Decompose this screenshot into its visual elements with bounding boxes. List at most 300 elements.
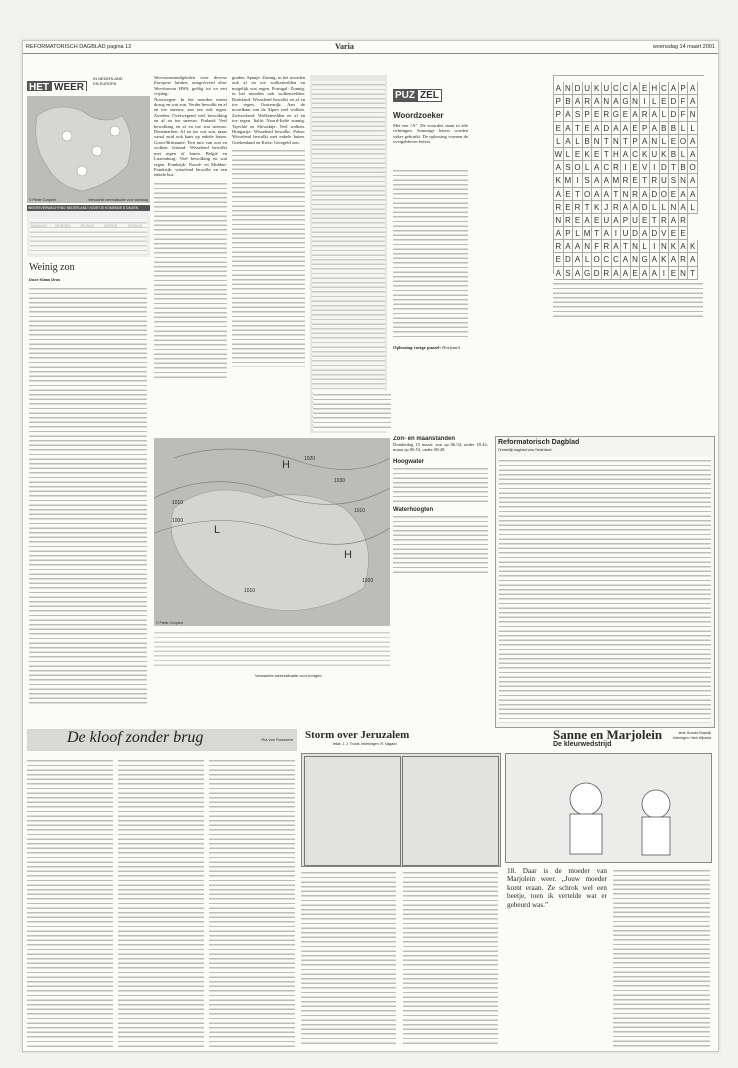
puzzle-cell: N <box>688 108 698 121</box>
story1-col3 <box>209 757 295 1047</box>
puzzle-cell: A <box>554 161 564 174</box>
puzzle-cell: L <box>554 135 564 148</box>
zon-maan-section <box>393 436 488 726</box>
story2-comic <box>301 753 501 867</box>
puzzle-cell: R <box>631 188 641 201</box>
puzzle-cell: A <box>688 188 698 201</box>
puzzle-cell: P <box>554 95 564 108</box>
puzzle-cell: A <box>650 253 660 266</box>
puzzle-cell: A <box>564 108 574 121</box>
puzzle-cell: R <box>554 240 564 253</box>
weather-countries-a: Noorwegen: In het noorden meest droog en wat zon. Verder bewolkt en af en toe sneeuw, aan zee ook regen. Zweden: Overwegend veel bewolking en af en toe sneeuw. Finland: Veel bewolking en af en toe wat sneeuw. Denemarken: Af en toe wat zon, maar vanaf zuid ook kans op enkele buien. Groot-Brittannië: Een mix van zon en wolken. Ierland: Wisselend bewolkt met regen of buien. België en Luxemburg: Veel bewolking en wat regen. Frankrijk: Noord- en Midden-Frankrijk: wisselend bewolkt en een enkele bui. <box>154 96 227 178</box>
puzzle-cell: R <box>612 161 622 174</box>
puzzle-cell: G <box>621 95 631 108</box>
puzzle-cell: S <box>573 108 583 121</box>
puzzle-row <box>554 261 704 278</box>
puzzle-cell: A <box>650 267 660 280</box>
puzzle-cell: E <box>573 148 583 161</box>
puzzle-cell: P <box>564 227 574 240</box>
puzzle-cell: G <box>612 108 622 121</box>
puzzle-cell: A <box>592 161 602 174</box>
puzzle-cell: P <box>583 108 593 121</box>
puzzle-logo <box>393 83 442 102</box>
pressure-label: 1030 <box>334 478 346 484</box>
story1-header <box>27 729 297 751</box>
puzzle-cell: H <box>612 148 622 161</box>
story3-title-a: Sanne en Marjolein <box>553 729 663 742</box>
weather-logo-sub-2: EN EUROPA <box>93 81 117 86</box>
puzzle-cell: A <box>688 95 698 108</box>
puzzle-cell: J <box>602 201 612 214</box>
puzzle-cell: N <box>679 174 689 187</box>
puzzle-row <box>554 168 704 186</box>
puzzle-cell: L <box>660 201 670 214</box>
colofon-title: Reformatorisch Dagblad <box>498 439 580 446</box>
puzzle-cell: D <box>669 108 679 121</box>
puzzle-cell: N <box>592 135 602 148</box>
puzzle-cell: K <box>660 253 670 266</box>
puzzle-cell: E <box>660 95 670 108</box>
puzzle-cell: A <box>640 227 650 240</box>
puzzle-cell: L <box>688 201 698 214</box>
colofon-box <box>495 436 715 728</box>
weather-column-text <box>29 285 147 705</box>
puzzle-cell: K <box>640 148 650 161</box>
story1-col2 <box>118 757 204 1047</box>
puzzle-cell: I <box>640 95 650 108</box>
puzzle-cell: A <box>669 214 679 227</box>
puzzle-cell: K <box>669 240 679 253</box>
puzzle-cell: U <box>602 214 612 227</box>
puzzle-section <box>393 75 713 415</box>
puzzle-cell: R <box>660 214 670 227</box>
puzzle-cell: R <box>679 214 689 227</box>
svg-text:H: H <box>344 549 352 561</box>
puzzle-cell: A <box>679 240 689 253</box>
puzzle-cell: M <box>564 174 574 187</box>
weather-europe-text-2 <box>232 75 305 435</box>
five-day-forecast <box>27 205 150 257</box>
puzzle-cell: D <box>573 82 583 95</box>
puzzle-cell: A <box>669 253 679 266</box>
puzzle-cell: S <box>583 174 593 187</box>
puzzle-cell: N <box>554 214 564 227</box>
puzzle-cell: W <box>554 148 564 161</box>
puzzle-cell: N <box>660 240 670 253</box>
puzzle-cell: E <box>621 108 631 121</box>
puzzle-cell: A <box>621 253 631 266</box>
puzzle-cell: N <box>583 240 593 253</box>
puzzle-cell: A <box>602 174 612 187</box>
puzzle-cell: P <box>554 108 564 121</box>
story2-col2 <box>403 869 498 1047</box>
puzzle-cell: P <box>640 122 650 135</box>
puzzle-cell: L <box>660 108 670 121</box>
oplossing-label: Oplossing vorige puzzel: <box>393 345 441 350</box>
weather-column-byline: Door Klaas Dros <box>29 277 61 282</box>
puzzle-cell: L <box>583 161 593 174</box>
puzzle-cell: A <box>564 135 574 148</box>
story2-title: Storm over Jeruzalem <box>305 729 410 741</box>
puzzle-row <box>554 76 704 93</box>
puzzle-row <box>554 142 704 159</box>
puzzle-cell: S <box>564 267 574 280</box>
puzzle-cell: A <box>602 227 612 240</box>
europe-temperature-table <box>310 75 387 433</box>
story3-drawing <box>506 754 711 862</box>
puzzle-logo-b: ZEL <box>417 89 442 102</box>
puzzle-cell: A <box>650 108 660 121</box>
puzzle-cell: A <box>612 267 622 280</box>
map2-credit: © Pieter Coxyard <box>156 621 183 625</box>
puzzle-cell: I <box>650 161 660 174</box>
puzzle-cell: O <box>660 188 670 201</box>
story3-title-b: De kleurwedstrijd <box>553 741 612 748</box>
puzzle-logo-a: PUZ <box>395 90 415 101</box>
puzzle-cell: U <box>660 174 670 187</box>
story2-col1 <box>301 869 396 1047</box>
puzzle-cell: R <box>554 201 564 214</box>
story2-header <box>301 729 501 751</box>
puzzle-cell: E <box>564 201 574 214</box>
puzzle-cell: C <box>631 148 641 161</box>
svg-text:L: L <box>214 524 221 536</box>
puzzle-cell: U <box>631 214 641 227</box>
weather-logo-het: HET <box>27 81 51 91</box>
puzzle-cell: N <box>650 135 660 148</box>
puzzle-cell: L <box>640 240 650 253</box>
newspaper-page <box>22 40 719 1052</box>
section-title: Varia <box>335 42 354 51</box>
waterhoogten-title: Waterhoogten <box>393 506 434 513</box>
puzzle-cell: T <box>592 227 602 240</box>
puzzle-cell: E <box>640 82 650 95</box>
puzzle-cell: L <box>573 135 583 148</box>
puzzle-cell: O <box>573 161 583 174</box>
puzzle-cell: N <box>631 253 641 266</box>
puzzle-cell: I <box>660 267 670 280</box>
puzzle-cell: R <box>679 253 689 266</box>
puzzle-cell: R <box>583 95 593 108</box>
pressure-map-svg <box>154 438 390 626</box>
puzzle-cell: F <box>679 108 689 121</box>
puzzle-cell: E <box>669 135 679 148</box>
puzzle-cell: B <box>669 122 679 135</box>
weather-logo <box>27 75 149 91</box>
puzzle-cell: N <box>564 82 574 95</box>
forecast-title: WEERSVERWACHTING NEDERLAND VOOR DE KOMENDE 5 DAGEN <box>27 205 150 211</box>
puzzle-cell: E <box>669 227 679 240</box>
puzzle-cell: R <box>640 108 650 121</box>
puzzle-cell: O <box>592 253 602 266</box>
puzzle-cell: A <box>573 267 583 280</box>
puzzle-cell: E <box>592 108 602 121</box>
weather-europe-text-1 <box>154 75 227 435</box>
puzzle-cell: A <box>640 267 650 280</box>
puzzle-cell: E <box>631 174 641 187</box>
puzzle-cell: B <box>679 161 689 174</box>
puzzle-cell: I <box>612 227 622 240</box>
map-legend <box>154 629 390 669</box>
puzzle-cell: E <box>554 253 564 266</box>
page-date: woensdag 14 maart 2001 <box>652 44 715 50</box>
puzzle-cell: A <box>688 253 698 266</box>
woordzoeker-title: Woordzoeker <box>393 111 444 120</box>
puzzle-row <box>554 89 704 107</box>
puzzle-cell: O <box>679 135 689 148</box>
puzzle-cell: A <box>688 82 698 95</box>
puzzle-cell: R <box>612 201 622 214</box>
map2-caption: Verwachte weerssituatie voor morgen <box>255 673 322 678</box>
puzzle-cell: L <box>679 122 689 135</box>
pressure-label: 1020 <box>304 456 316 462</box>
puzzle-cell: K <box>660 148 670 161</box>
story3-credit-2: tekeningen: Henk Wijnsma <box>673 736 711 740</box>
weather-map-credit: © Pieter Coxyard <box>29 198 56 202</box>
puzzle-cell: D <box>602 122 612 135</box>
puzzle-cell: D <box>650 227 660 240</box>
weather-wrap-text <box>313 391 391 431</box>
puzzle-cell: A <box>631 82 641 95</box>
puzzle-cell: N <box>669 201 679 214</box>
puzzle-cell: E <box>679 227 689 240</box>
puzzle-row <box>554 116 704 133</box>
puzzle-cell: A <box>621 148 631 161</box>
pressure-label: 1010 <box>354 508 366 514</box>
puzzle-row <box>554 155 704 173</box>
hoogwater-title: Hoogwater <box>393 458 425 465</box>
puzzle-cell: T <box>602 135 612 148</box>
puzzle-cell: T <box>573 122 583 135</box>
zon-maan-title: Zon- en maanstanden <box>393 436 456 442</box>
puzzle-cell: E <box>631 267 641 280</box>
puzzle-cell: K <box>592 201 602 214</box>
puzzle-cell: E <box>640 214 650 227</box>
puzzle-cell: N <box>621 188 631 201</box>
puzzle-cell: A <box>554 82 564 95</box>
puzzle-cell: U <box>621 227 631 240</box>
puzzle-cell: T <box>612 188 622 201</box>
puzzle-row <box>554 182 704 199</box>
puzzle-cell: H <box>650 82 660 95</box>
weather-opening: Weersomstandigheden voor diverse Europese landen, aangeleverd door Weerbureau HWS, geldig tot en met vrijdag: <box>154 75 227 97</box>
puzzle-cell: E <box>554 122 564 135</box>
svg-text:H: H <box>282 459 290 471</box>
pressure-label: 1020 <box>362 578 374 584</box>
puzzle-cell: A <box>621 122 631 135</box>
puzzle-row <box>554 102 704 120</box>
puzzle-cell: R <box>602 240 612 253</box>
puzzle-cell: N <box>679 267 689 280</box>
puzzle-cell: N <box>602 95 612 108</box>
europe-map-svg <box>27 96 150 203</box>
puzzle-cell: K <box>554 174 564 187</box>
puzzle-cell: A <box>602 188 612 201</box>
woordzoeker-intro: Met een “A”. De woorden staan in alle richtingen. Sommige letters worden vaker gebruikt. De oplossing vormen de overgebleven letters. <box>393 123 468 145</box>
puzzle-cell: G <box>640 253 650 266</box>
puzzle-cell: A <box>612 122 622 135</box>
puzzle-cell: A <box>554 227 564 240</box>
puzzle-cell: L <box>688 122 698 135</box>
pressure-label: 1010 <box>172 500 184 506</box>
puzzle-cell: D <box>650 188 660 201</box>
puzzle-cell: A <box>592 174 602 187</box>
puzzle-cell: C <box>602 161 612 174</box>
colofon-sub: Christelijk dagblad voor Nederland <box>498 448 552 452</box>
puzzle-cell: K <box>688 240 698 253</box>
puzzle-cell: A <box>631 201 641 214</box>
puzzle-cell: E <box>592 214 602 227</box>
puzzle-cell: O <box>583 188 593 201</box>
story3-header <box>505 729 713 751</box>
pressure-label: 1010 <box>244 588 256 594</box>
puzzle-cell: B <box>660 122 670 135</box>
puzzle-cell: N <box>631 240 641 253</box>
weather-countries-b: graden. Spanje: Zonnig, in het noorden ook af en toe wolkenvelden en mogelijk wat regen. Portugal: Zonnig, in het noorden ook wolkenvelden. Duitsland: Wisselend bewolkt en af en toe regen. Oostenrijk: Aan de noordkant van de Alpen veel wolken. Zwitserland: Wolkenvelden en af en toe regen. Italië: Noord-Italië zonnig. Tsjechië en Slowakije: Veel wolken. Hongarije: Wisselend bewolkt. Polen: Wisselend bewolkt met enkele buien. Griekenland en Kreta: Geregeld zon. <box>232 75 305 145</box>
puzzle-cell: R <box>650 174 660 187</box>
puzzle-cell: A <box>650 122 660 135</box>
puzzle-cell: R <box>564 214 574 227</box>
puzzle-cell: A <box>621 201 631 214</box>
puzzle-cell: A <box>573 240 583 253</box>
puzzle-cell: A <box>612 240 622 253</box>
puzzle-cell: S <box>669 174 679 187</box>
puzzle-cell: E <box>583 122 593 135</box>
puzzle-cell: N <box>631 95 641 108</box>
puzzle-cell: B <box>564 95 574 108</box>
puzzle-cell: A <box>592 188 602 201</box>
puzzle-cell: U <box>583 82 593 95</box>
word-list <box>553 280 703 320</box>
puzzle-cell: A <box>621 267 631 280</box>
oplossing-answer: Hoefsmid <box>442 345 460 350</box>
puzzle-cell: E <box>669 188 679 201</box>
puzzle-cell: E <box>669 267 679 280</box>
puzzle-cell: A <box>573 253 583 266</box>
puzzle-cell: A <box>592 122 602 135</box>
puzzle-cell: L <box>650 201 660 214</box>
puzzle-cell: T <box>621 135 631 148</box>
puzzle-cell: B <box>583 135 593 148</box>
puzzle-row <box>554 247 704 265</box>
puzzle-cell: A <box>640 188 650 201</box>
puzzle-cell: L <box>564 148 574 161</box>
puzzle-cell: R <box>573 201 583 214</box>
weather-map-today <box>27 96 150 203</box>
puzzle-cell: D <box>640 201 650 214</box>
story3-text: 18. Daar is de moeder van Marjolein weer. „Jouw moeder komt eraan. Ze schrok wel een beetje, toen ik vertelde wat er gebeurd was.” <box>507 867 607 909</box>
puzzle-cell: D <box>660 161 670 174</box>
puzzle-cell: V <box>660 227 670 240</box>
puzzle-cell: O <box>688 161 698 174</box>
pressure-label: 1000 <box>172 518 184 524</box>
puzzle-cell: D <box>631 227 641 240</box>
puzzle-cell: P <box>631 135 641 148</box>
puzzle-cell: E <box>631 161 641 174</box>
puzzle-cell: F <box>679 95 689 108</box>
puzzle-cell: T <box>669 161 679 174</box>
puzzle-cell: D <box>592 267 602 280</box>
puzzle-cell: A <box>631 108 641 121</box>
puzzle-cell: A <box>688 148 698 161</box>
weather-logo-sub-1: IN NEDERLAND <box>93 76 123 81</box>
weather-map-caption: Verwachte weerssituatie voor vandaag <box>88 198 148 202</box>
puzzle-cell: I <box>650 240 660 253</box>
story3-credit-1: tekst: Bouwke Klapwijk <box>678 731 711 735</box>
puzzle-cell: L <box>573 227 583 240</box>
puzzle-row <box>554 221 704 239</box>
puzzle-cell: A <box>554 267 564 280</box>
puzzle-row <box>554 129 704 146</box>
puzzle-cell: B <box>669 148 679 161</box>
puzzle-cell: L <box>660 135 670 148</box>
puzzle-cell: F <box>592 240 602 253</box>
puzzle-cell: C <box>612 82 622 95</box>
story1-col1 <box>27 757 113 1047</box>
puzzle-cell: A <box>564 240 574 253</box>
puzzle-cell: T <box>583 201 593 214</box>
puzzle-cell: U <box>650 148 660 161</box>
puzzle-cell: U <box>602 82 612 95</box>
puzzle-cell: C <box>660 82 670 95</box>
puzzle-cell: A <box>564 122 574 135</box>
puzzle-cell: T <box>573 188 583 201</box>
puzzle-cell: M <box>612 174 622 187</box>
puzzle-cell: E <box>631 122 641 135</box>
puzzle-cell: A <box>640 135 650 148</box>
puzzle-cell: C <box>602 253 612 266</box>
puzzle-cell: E <box>564 188 574 201</box>
puzzle-cell: R <box>621 174 631 187</box>
page-header <box>23 41 718 54</box>
puzzle-cell: E <box>573 214 583 227</box>
puzzle-cell: D <box>669 95 679 108</box>
paper-name: REFORMATORISCH DAGBLAD pagina 12 <box>26 44 132 50</box>
puzzle-cell: A <box>573 95 583 108</box>
puzzle-cell: T <box>640 174 650 187</box>
puzzle-cell: S <box>564 161 574 174</box>
puzzle-row <box>554 234 704 252</box>
puzzle-cell: K <box>583 148 593 161</box>
puzzle-cell: T <box>650 214 660 227</box>
zon-maan-text: Donderdag 15 maart: zon op 06.54, onder 18.42; maan op 06.53, onder 08.49. <box>393 442 488 453</box>
weather-logo-weer: WEER <box>51 81 87 91</box>
story1-byline: Ria van Roessem <box>261 737 293 742</box>
story3-illustration <box>505 753 712 863</box>
puzzle-cell: K <box>592 82 602 95</box>
puzzle-cell: M <box>583 227 593 240</box>
puzzle-cell: A <box>583 214 593 227</box>
puzzle-cell: N <box>612 135 622 148</box>
puzzle-cell: A <box>612 95 622 108</box>
puzzle-cell: A <box>679 201 689 214</box>
puzzle-cell: T <box>621 240 631 253</box>
puzzle-cell: T <box>602 148 612 161</box>
word-search-grid <box>553 75 704 278</box>
puzzle-cell: T <box>688 267 698 280</box>
puzzle-cell: I <box>573 174 583 187</box>
puzzle-cell: L <box>583 253 593 266</box>
puzzle-cell: A <box>679 188 689 201</box>
puzzle-cell: L <box>650 95 660 108</box>
weather-column-head: Weinig zon <box>29 262 75 273</box>
weather-map-tomorrow <box>154 438 390 626</box>
puzzle-cell: A <box>554 188 564 201</box>
puzzle-cell: P <box>679 82 689 95</box>
story3-col2 <box>613 867 710 1047</box>
puzzle-cell: A <box>612 214 622 227</box>
puzzle-cell: D <box>564 253 574 266</box>
